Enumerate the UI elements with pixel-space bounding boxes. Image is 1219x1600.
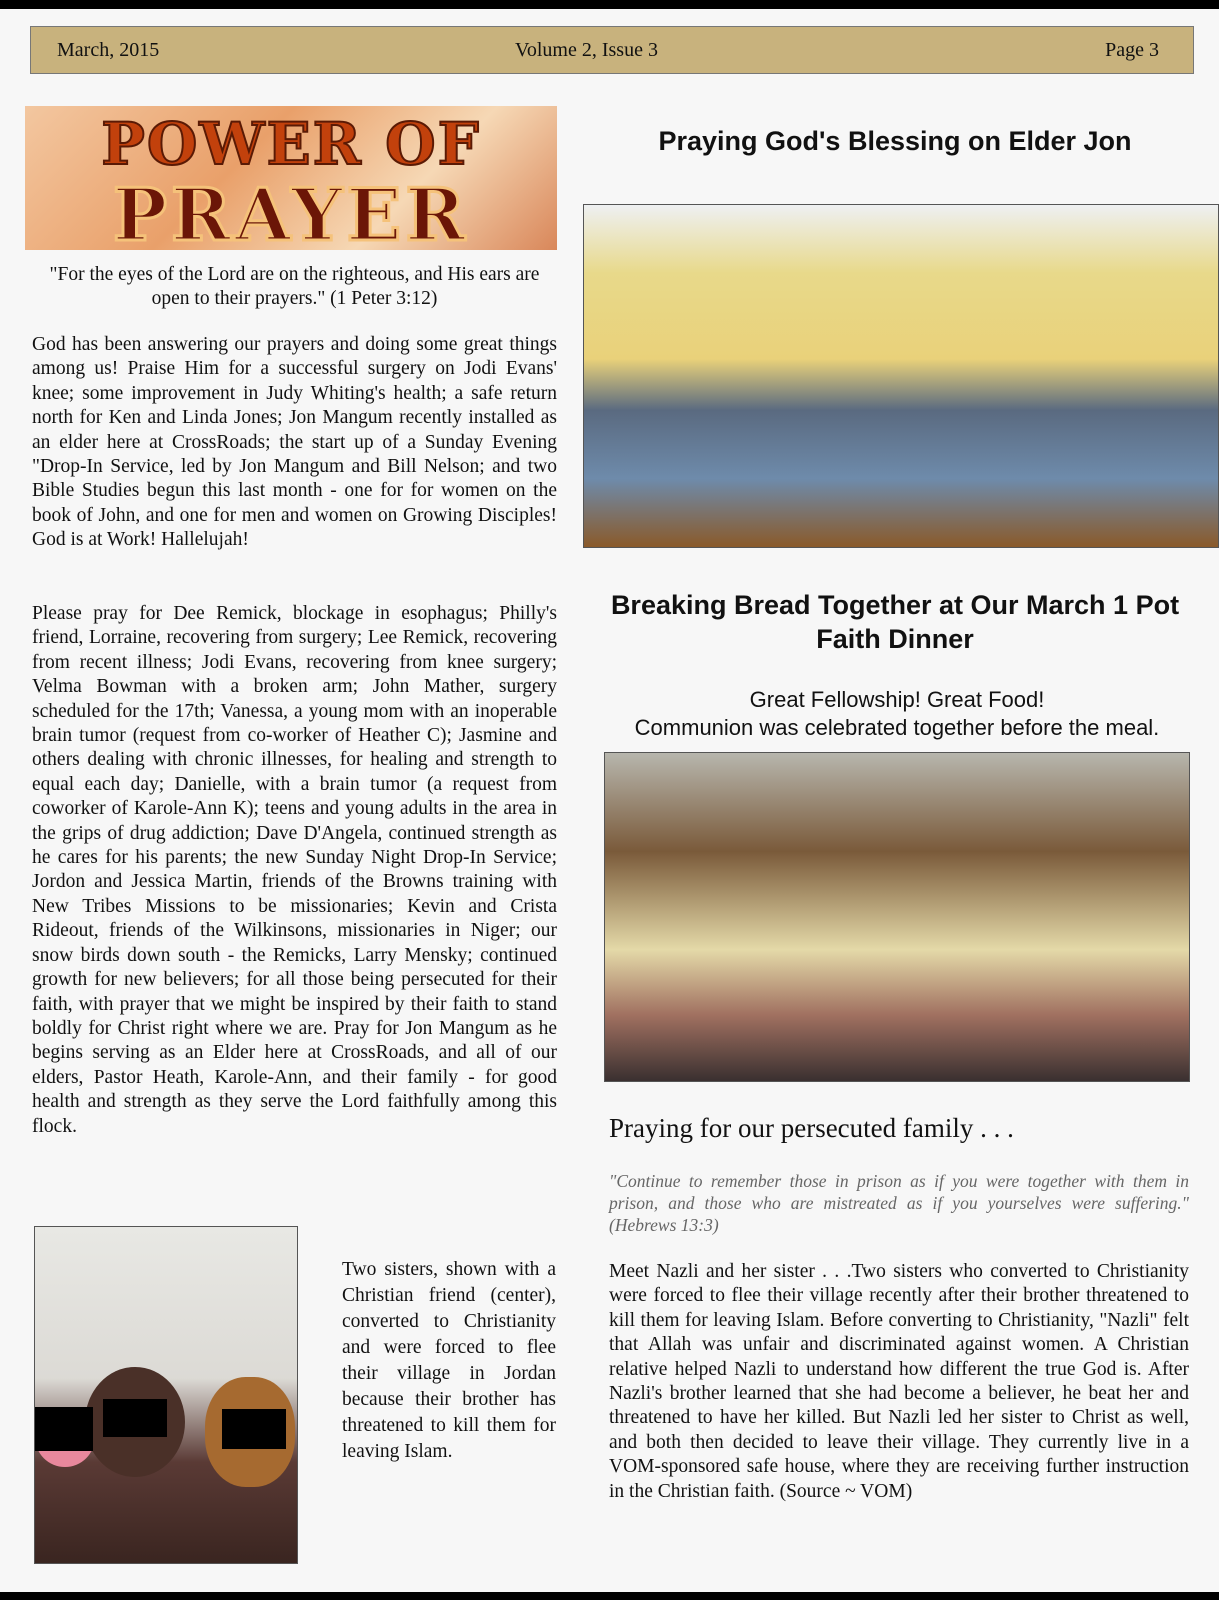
dinner-subtitle-2: Communion was celebrated together before the meal. bbox=[634, 715, 1160, 740]
persecuted-body: Meet Nazli and her sister . . .Two sisters who converted to Christianity were forced to flee their village recently after their brother threatened to kill them for leaving Islam. Before converting to Christianity, "Nazli" felt that Allah was unfair and discriminated against women. A Christian relative helped Nazli to understand how different the true God is. After Nazli's brother learned that she had become a believer, he beat her and threatened to have her killed. But Nazli led her sister to Christ as well, and both then decided to leave their village. They currently live in a VOM-sponsored safe house, where they are receiving further instruction in the Christian faith. (Source ~ VOM) bbox=[609, 1261, 1189, 1502]
dinner-title: Breaking Bread Together at Our March 1 Pot Faith Dinner bbox=[610, 590, 1180, 654]
redaction-box bbox=[103, 1399, 167, 1437]
banner-line1: POWER OF bbox=[101, 110, 481, 178]
issue-volume: Volume 2, Issue 3 bbox=[515, 39, 658, 61]
sisters-caption: Two sisters, shown with a Christian friend (center), converted to Christianity and were forced to flee their village in Jordan because their brother has threatened to kill them for leaving Islam. bbox=[342, 1259, 556, 1462]
praise-paragraph: God has been answering our prayers and doing some great things among us! Praise Him for a successful surgery on Jodi Evans' knee; some improvement in Judy Whiting's health; a safe return north for Ken and Linda Jones; Jon Mangum recently installed as an elder here at CrossRoads; the start up of a Sunday Evening "Drop-In Service, led by Jon Mangum and Bill Nelson; and two Bible Studies begun this last month - one for for women on the book of John, and one for men and women on Growing Disciples! God is at Work! Hallelujah! bbox=[32, 334, 557, 551]
issue-date: March, 2015 bbox=[57, 39, 160, 61]
scripture-quote: "For the eyes of the Lord are on the righteous, and His ears are open to their prayers." (1 Peter 3:12) bbox=[49, 264, 540, 309]
elder-jon-title: Praying God's Blessing on Elder Jon bbox=[658, 126, 1132, 156]
redaction-box bbox=[222, 1409, 286, 1449]
page-header bbox=[30, 26, 1194, 74]
sisters-photo bbox=[34, 1226, 298, 1564]
prayer-requests-paragraph: Please pray for Dee Remick, blockage in esophagus; Philly's friend, Lorraine, recovering from surgery; Lee Remick, recovering from recent illness; Jodi Evans, recovering from knee surgery; Velma Bowman with a broken arm; John Mather, surgery scheduled for the 17th; Vanessa, a young mom with an inoperable brain tumor (request from co-worker of Heather C); Jasmine and others dealing with chronic illnesses, for healing and strength to equal each day; Danielle, with a brain tumor (a request from coworker of Karole-Ann K); teens and young adults in the area in the grips of drug addiction; Dave D'Angela, continued strength as he cares for his parents; the new Sunday Night Drop-In Service; Jordon and Jessica Martin, friends of the Browns training with New Tribes Missions to be missionaries; Kevin and Crista Rideout, friends of the Wilkinsons, missionaries in Niger; our snow birds down south - the Remicks, Larry Mensky; continued growth for new believers; for all those being persecuted for their faith, with prayer that we might be inspired by their faith to stand boldly for Christ right where we are. Pray for Jon Mangum as he begins serving as an Elder here at CrossRoads, and all of our elders, Pastor Heath, Karole-Ann, and their family - for good health and strength as they serve the Lord faithfully among this flock. bbox=[32, 603, 557, 1137]
dinner-subtitle-1: Great Fellowship! Great Food! bbox=[749, 687, 1045, 712]
banner-line2: PRAYER bbox=[112, 172, 470, 250]
bottom-border bbox=[0, 1592, 1219, 1600]
persecuted-quote: "Continue to remember those in prison as if you were together with them in prison, and those who are mistreated as if you yourselves were suffering." (Hebrews 13:3) bbox=[609, 1171, 1189, 1235]
page-number: Page 3 bbox=[1105, 39, 1159, 61]
redaction-box bbox=[35, 1407, 93, 1451]
power-of-prayer-banner bbox=[25, 106, 557, 250]
dinner-photo bbox=[604, 752, 1190, 1082]
top-border bbox=[0, 0, 1219, 9]
persecuted-heading: Praying for our persecuted family . . . bbox=[609, 1113, 1014, 1143]
elder-jon-photo bbox=[583, 204, 1219, 548]
